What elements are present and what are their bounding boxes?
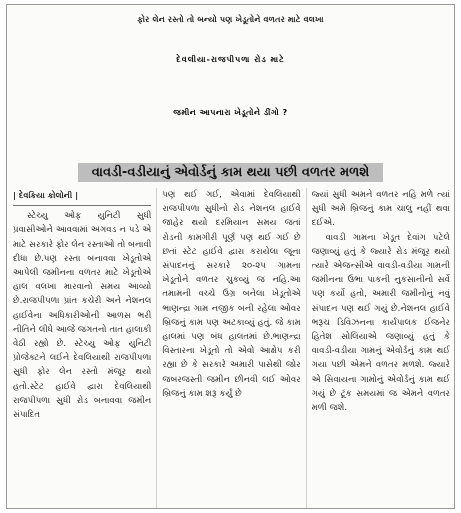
main-headline-line-2: જમીન આપનારા ખેડૂતોને ડીંગો ?	[173, 108, 288, 117]
newspaper-clipping	[6, 4, 455, 509]
main-headline-line-1: દેવલીયા-રાજપીપળા રોડ માટે	[176, 55, 285, 64]
column-1-text: સ્ટેચ્યુ ઓફ યુનિટી સુધી પ્રવાસીઓને આવવામાં અગવડ ન પડે એ માટે સરકારે ફોર લેન રસ્તાઓ તો બનાવી દીધા છે.પણ રસ્તા બનાવવા ખેડૂતોએ આપેલી જમીનના વળતર માટે ખેડૂતોએ હાલ વલખા મારવાનો સમય આવ્યો છે.રાજપીપળા પ્રાંત કચેરી અને નેશનલ હાઈવેના અધિકારીઓની આળસ ભરી નીતિને લીધે આજે જગતનો તાત હાલાકી વેઠી રહ્યો છે. સ્ટેચ્યુ ઓફ યુનિટી પ્રોજેક્ટને લઈને દેવલિયાથી રાજપીપળા સુધી ફોર લેન રસ્તો મંજૂર થયો હતો.સ્ટેટ હાઈવે દ્વારા દેવલિયાથી રાજપીપળા સુધી રોડ બનાવવા જમીન સંપાદિત	[13, 211, 152, 421]
column-3-paragraph-1: જ્યાં સુધી અમને વળતર નહિ મળે ત્યાં સુધી અમે બ્રિજનું કામ ચાલુ નહીં થવા દઈએ.	[311, 190, 450, 229]
subheadline-band	[7, 161, 454, 182]
article-column-3	[306, 188, 450, 508]
article-body	[13, 188, 450, 508]
column-3-paragraph-2: વાવડી ગામના ખેડૂત દેવાંગ પટેલે જણાવ્યું હતું કે જ્યારે રોડ મંજૂર થયો ત્યારે એજન્સીએ વાવડી-વડીયા ગામની જમીનના ઉભા પાકની નુકસાનીનો સર્વે પણ કર્યો હતો, અમારી જમીનોનું નવું સંપાદન પણ થઈ ગયું છે.નેશનલ હાઈવે ભરૂચ ડિવિઝનના કાર્યપાલક ઈજનેર હિતેશ સોલિયાએ જણાવ્યું હતું કે વાવડી-વડીયા ગામનું એવોર્ડનું કામ થઈ ગયા પછી એમને વળતર મળશે. જ્યારે એ સિવાયના ગામોનું એવોર્ડનું કામ થઈ ગયું છે ટૂંક સમયમાં જ એમને વળતર મળી જશે.	[311, 232, 450, 414]
subheadline: વાવડી-વડીયાનું એવોર્ડનું કામ થયા પછી વળતર મળશે	[78, 163, 384, 182]
kicker-headline: ફોર લેન રસ્તો તો બન્યો પણ ખેડૂતોને વળતર માટે વલખા	[137, 15, 324, 24]
column-2-text: પણ થઈ ગઈ, એવામાં દેવલિયાથી રાજપીપળા સુધીનો રોડ નેશનલ હાઈવે જાહેર થયો દરમિયાન સમય જતાં રોડની કામગીરી પૂર્ણ પણ થઈ ગઈ છે છતાં સ્ટેટ હાઈવે દ્વારા કરાયેલા જૂના સંપાદનનું સરકારે ૨૦-૨૫ ગામના ખેડૂતોને વળતર ચુકવ્યું જ નહિ.આ તમામની વચ્ચે ઉગ્ર બનેલા ખેડૂતોએ ભાણન્દ્રા ગામ નજીક બની રહેલા ઓવર બ્રિજનું કામ પણ અટકાવ્યું હતું. જે કામ હાલમાં પણ બંધ હાલતમાં છે.ભાણન્દ્રા વિસ્તારના ખેડૂતો તો એવો આક્ષેપ કરી રહ્યા છે કે સરકારે અમારી પાસેથી જોર જબરજસ્તી જમીન છીનવી લઈ ઓવર બ્રિજનું કામ શરૂ કર્યું છે	[162, 190, 301, 399]
article-column-1	[13, 188, 151, 508]
byline-rule	[13, 205, 151, 206]
article-column-2	[156, 188, 300, 508]
byline: | દેવકિયા કોલોની |	[13, 190, 79, 200]
